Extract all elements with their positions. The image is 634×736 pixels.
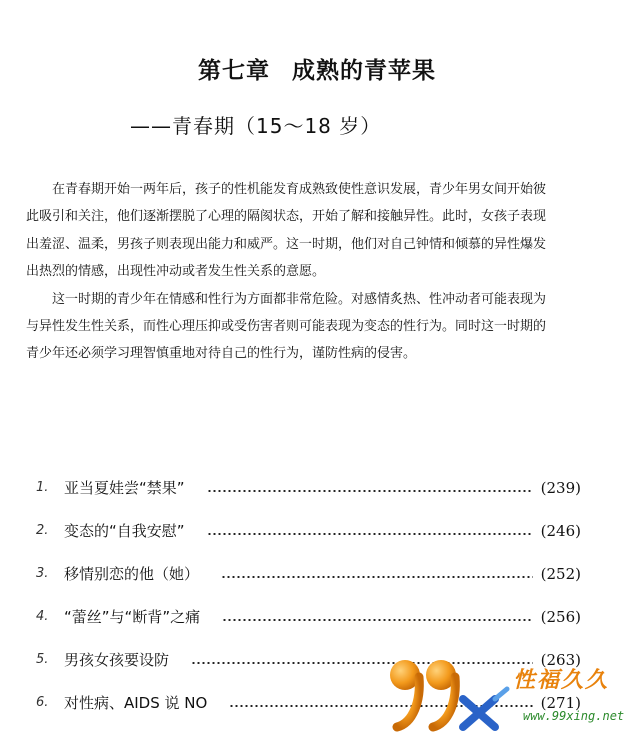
dot-leader xyxy=(222,619,533,621)
toc-page: (239) xyxy=(540,478,581,497)
watermark xyxy=(383,650,633,735)
toc-item[interactable] xyxy=(36,509,581,552)
toc-page: (246) xyxy=(540,521,581,540)
intro-text xyxy=(26,176,546,368)
toc-number: 3. xyxy=(36,566,49,581)
toc-page: (271) xyxy=(540,693,581,712)
dot-leader xyxy=(221,576,533,578)
toc-page: (252) xyxy=(540,564,581,583)
dot-leader xyxy=(207,533,533,535)
toc-title: 移情别恋的他（她） xyxy=(64,565,200,583)
site-url: www.99xing.net xyxy=(523,709,625,723)
toc-item[interactable] xyxy=(36,466,581,509)
toc-number: 6. xyxy=(36,695,49,710)
paragraph: 这一时期的青少年在情感和性行为方面都非常危险。对感情炙热、性冲动者可能表现为与异性发生性关系，而性心理压抑或受伤害者则可能表现为变态的性行为。同时这一时期的青少年还必须学习理智慎重地对待自己的性行为，谨防性病的侵害。 xyxy=(26,291,547,362)
toc-number: 1. xyxy=(36,480,49,495)
chapter-subtitle: ——青春期（15～18 岁） xyxy=(130,114,382,138)
chapter-number: 第七章 xyxy=(198,57,270,84)
toc-number: 2. xyxy=(36,523,49,538)
toc-title: 男孩女孩要设防 xyxy=(64,651,170,669)
toc-page: (256) xyxy=(540,607,581,626)
toc-title: “蕾丝”与“断背”之痛 xyxy=(64,608,201,626)
chapter-name: 成熟的青苹果 xyxy=(292,57,436,84)
toc-page: (263) xyxy=(540,650,581,669)
site-logo-icon xyxy=(383,653,513,735)
paragraph: 在青春期开始一两年后，孩子的性机能发育成熟致使性意识发展，青少年男女间开始彼此吸引和关注，他们逐渐摆脱了心理的隔阂状态，开始了解和接触异性。此时，女孩子表现出羞涩、温柔，男孩子则表现出能力和威严。这一时期，他们对自己钟情和倾慕的异性爆发出热烈的情感，出现性冲动或者发生性关系的意愿。 xyxy=(26,182,547,280)
chapter-title xyxy=(0,52,634,85)
toc-number: 4. xyxy=(36,609,49,624)
toc-title: 对性病、AIDS 说 NO xyxy=(64,694,208,712)
toc-title: 变态的“自我安慰” xyxy=(64,522,185,540)
toc-item[interactable] xyxy=(36,595,581,638)
toc-number: 5. xyxy=(36,652,49,667)
toc-item[interactable] xyxy=(36,552,581,595)
site-name: 性福久久 xyxy=(513,668,610,693)
dot-leader xyxy=(207,490,533,492)
toc-title: 亚当夏娃尝“禁果” xyxy=(64,479,185,497)
